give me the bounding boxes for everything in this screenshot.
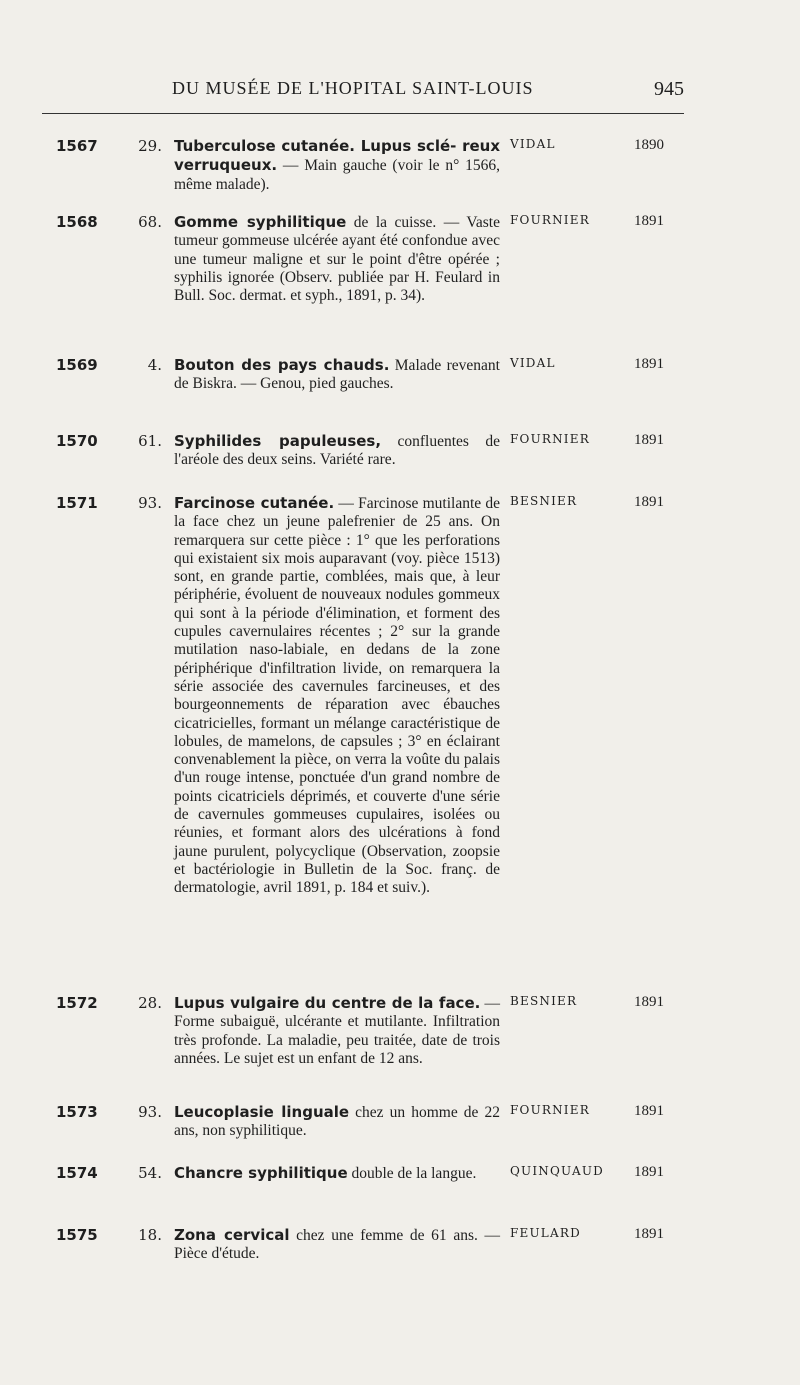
entry-year: 1891 [634,213,664,229]
entry-donor: FOURNIER [510,1103,590,1117]
entry-description [174,432,500,470]
entry-year: 1891 [634,994,664,1010]
entry-index: 18. [138,1226,162,1244]
entry-text: Malade revenant de Biskra. — Genou, pied gauches. [174,357,500,393]
entry-title: Tuberculose cutanée. Lupus sclé- reux verruqueux. [174,137,500,175]
entry-description [174,213,500,305]
entry-text: de la cuisse. — Vaste tumeur gommeuse ulcérée ayant été confondue avec une tumeur maligne et sur le point d'être opérée ; syphilis ignorée (Observ. publiée par H. Feulard in Bull. Soc. dermat. et syph., 1891, p. 34). [174,214,500,305]
entry-donor: FEULARD [510,1226,581,1240]
entry-donor: BESNIER [510,494,578,508]
entry-text: double de la langue. [347,1165,477,1182]
entry-description [174,1226,500,1264]
entry-title: Bouton des pays chauds. [174,356,390,374]
entry-title: Lupus vulgaire du centre de la face. [174,994,481,1012]
entry-number: 1569 [56,356,98,374]
entry-year: 1891 [634,1103,664,1119]
entry-description [174,494,500,898]
entry-number: 1567 [56,137,98,155]
entry-text: — Forme subaiguë, ulcérante et mutilante. Infiltration très profonde. La maladie, peu traitée, date de trois années. Le sujet est un enfant de 12 ans. [174,995,500,1067]
entry-index: 61. [138,432,162,450]
entry-number: 1572 [56,994,98,1012]
entry-description [174,1103,500,1141]
entry-index: 93. [138,1103,162,1121]
entry-number: 1575 [56,1226,98,1244]
entry-number: 1573 [56,1103,98,1121]
entry-index: 29. [138,137,162,155]
entry-index: 93. [138,494,162,512]
entry-index: 68. [138,213,162,231]
entry-text: chez un homme de 22 ans, non syphilitique. [174,1104,500,1140]
entry-title: Gomme syphilitique [174,213,347,231]
entry-donor: VIDAL [510,137,556,151]
entry-donor: FOURNIER [510,213,590,227]
running-title: DU MUSÉE DE L'HOPITAL SAINT-LOUIS [172,78,534,98]
entry-text: — Farcinose mutilante de la face chez un jeune palefrenier de 25 ans. On remarquera sur cette pièce : 1° que les perforations qui existaient six mois auparavant (voy. pièce 1513) sont, en grande partie, comblées, mais que, à leur périphérie, évoluent de nouveaux nodules gommeux qui sont à la période d'élimination, et forment des cupules cavernulaires récentes ; 2° sur la grande mutilation naso-labiale, en dedans de la zone périphérique d'infiltration livide, on remarquera la série associée des cavernules farcineuses, et des bourgeonnements de réparation avec ébauches cicatricielles, formant un mélange caractéristique de lobules, de mamelons, de capsules ; 3° en éclairant convenablement la pièce, on verra la voûte du palais d'un rouge intense, ponctuée d'un grand nombre de points cicatriciels déprimés, et couverte d'une série de cavernules gommeuses cupulaires, isolées ou réunies, et formant alors des ulcérations à fond jaune purulent, polycyclique (Observation, zoopsie et bactériologie in Bulletin de la Soc. franç. de dermatologie, avril 1891, p. 184 et suiv.). [174,495,500,897]
entry-text: confluentes de l'aréole des deux seins. Variété rare. [174,433,500,469]
entry-year: 1891 [634,1226,664,1242]
header-rule [42,113,684,114]
entry-index: 54. [138,1164,162,1182]
page-number: 945 [654,78,684,100]
entry-year: 1891 [634,432,664,448]
entry-description [174,994,500,1068]
entry-year: 1890 [634,137,664,153]
entry-year: 1891 [634,356,664,372]
entry-donor: QUINQUAUD [510,1164,604,1178]
entry-text: chez une femme de 61 ans. — Pièce d'étude. [174,1227,500,1263]
entry-donor: VIDAL [510,356,556,370]
entry-number: 1571 [56,494,98,512]
entry-number: 1574 [56,1164,98,1182]
entry-description [174,356,500,394]
entry-index: 4. [147,356,162,374]
entry-title: Farcinose cutanée. [174,494,335,512]
entry-index: 28. [138,994,162,1012]
entry-number: 1570 [56,432,98,450]
entry-year: 1891 [634,494,664,510]
entry-title: Leucoplasie linguale [174,1103,350,1121]
entry-donor: FOURNIER [510,432,590,446]
entry-description [174,137,500,194]
entry-year: 1891 [634,1164,664,1180]
entry-description [174,1164,500,1183]
entry-text: — Main gauche (voir le n° 1566, même malade). [174,157,500,193]
entry-title: Syphilides papuleuses, [174,432,382,450]
entry-title: Zona cervical [174,1226,290,1244]
entry-donor: BESNIER [510,994,578,1008]
entry-title: Chancre syphilitique [174,1164,348,1182]
entry-number: 1568 [56,213,98,231]
